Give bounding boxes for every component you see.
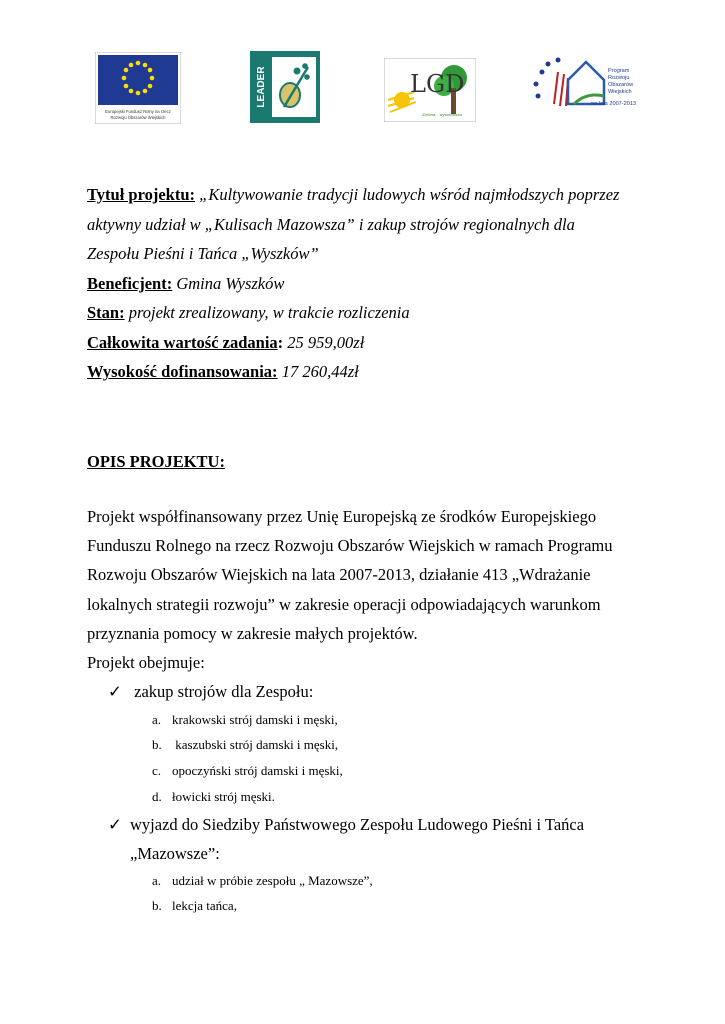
total-value-row <box>87 328 647 358</box>
title-text-1: „Kultywowanie tradycji ludowych wśród najmłodszych poprzez <box>195 185 620 204</box>
prow-line-1: Program <box>608 68 630 74</box>
eu-caption-2: Rozwoju Obszarów Wiejskich <box>110 115 166 120</box>
includes-label: Projekt obejmuje: <box>87 653 205 673</box>
list-item-costumes <box>108 677 313 706</box>
description-line: przyznania pomocy w zakresie małych projektów. <box>87 623 418 643</box>
beneficiary-row <box>87 269 647 299</box>
eu-logo <box>95 52 181 124</box>
checkmark-icon: ✓ <box>108 815 122 834</box>
sub-item: a. udział w próbie zespołu „ Mazowsze”, <box>152 873 373 888</box>
description-line: Projekt współfinansowany przez Unię Europejską ze środków Europejskiego <box>87 507 597 526</box>
total-value: 25 959,00zł <box>283 332 365 352</box>
title-label: Tytuł projektu: <box>87 185 196 204</box>
description-line: lokalnych strategii rozwoju” w zakresie operacji odpowiadających warunkom <box>87 594 601 614</box>
checkmark-icon: ✓ <box>108 682 122 701</box>
list-item-trip <box>108 810 584 839</box>
sub-item: b. lekcja tańca, <box>152 898 237 913</box>
project-info <box>87 180 647 387</box>
beneficiary-value: Gmina Wyszków <box>172 273 285 293</box>
beneficiary-label: Beneficjent: <box>87 273 173 293</box>
eu-caption-1: Europejski Fundusz Rolny na rzecz <box>105 109 171 114</box>
sub-item: b. kaszubski strój damski i męski, <box>152 737 339 752</box>
lgd-tagline: Zielona... wyszkowska <box>422 112 462 117</box>
status-label: Stan: <box>87 303 125 322</box>
sub-item: d. łowicki strój męski. <box>152 789 275 804</box>
total-colon: : <box>277 332 284 352</box>
project-title-line-3: Zespołu Pieśni i Tańca „Wyszków” <box>87 244 319 263</box>
description-heading: OPIS PROJEKTU: <box>87 452 225 471</box>
list-item-text: zakup strojów dla Zespołu: <box>130 682 314 701</box>
funding-value: 17 260,44zł <box>277 362 359 381</box>
lgd-logo <box>384 58 476 122</box>
project-title-line-2: aktywny udział w „Kulisach Mazowsza” i zakup strojów regionalnych dla <box>87 214 575 234</box>
status-row <box>87 298 647 328</box>
total-label: Całkowita wartość zadania <box>87 332 278 352</box>
wheat-stalks-icon <box>554 72 568 106</box>
status-value: projekt zrealizowany, w trakcie rozliczenia <box>124 303 410 322</box>
description-body <box>87 502 647 677</box>
description-line: Funduszu Rolnego na rzecz Rozwoju Obszarów Wiejskich w ramach Programu <box>87 536 613 556</box>
sub-item: a. krakowski strój damski i męski, <box>152 712 338 727</box>
leader-logo <box>250 51 320 123</box>
description-line: Rozwoju Obszarów Wiejskich na lata 2007-2013, działanie 413 „Wdrażanie <box>87 565 591 585</box>
logo-bar <box>0 0 725 140</box>
prow-line-4: Wiejskich <box>608 89 632 95</box>
prow-line-2: Rozwoju <box>608 75 630 81</box>
prow-line-3: Obszarów <box>608 82 634 88</box>
lgd-text: LGD <box>410 70 465 98</box>
list-item-text: wyjazd do Siedziby Państwowego Zespołu Ludowego Pieśni i Tańca <box>130 815 585 834</box>
sub-item: c. opoczyński strój damski i męski, <box>152 763 343 778</box>
funding-row <box>87 357 647 387</box>
list-item-trip-continued: „Mazowsze”: <box>130 844 220 863</box>
leader-text: LEADER <box>256 66 267 108</box>
prow-line-5: na lata 2007-2013 <box>591 101 637 107</box>
prow-logo <box>528 52 646 116</box>
funding-label: Wysokość dofinansowania: <box>87 362 278 381</box>
project-title-line-1 <box>87 180 647 210</box>
